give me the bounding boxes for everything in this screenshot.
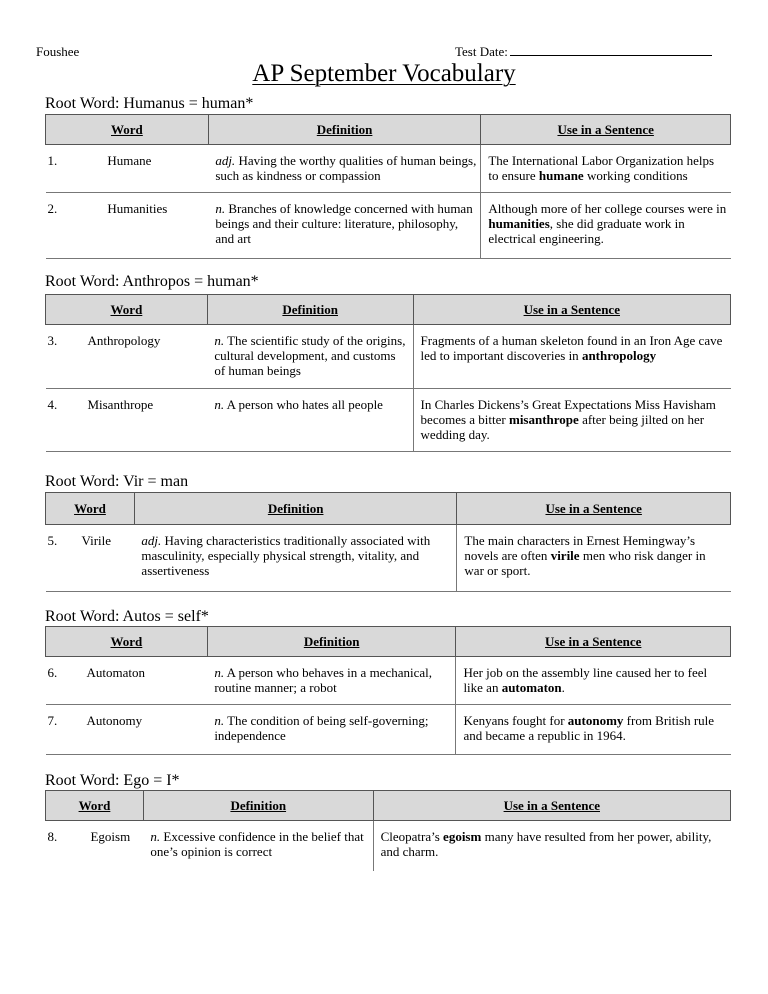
- part-of-speech: n.: [214, 333, 225, 348]
- column-header-sentence: Use in a Sentence: [456, 627, 731, 657]
- column-header-word: Word: [46, 627, 208, 657]
- test-date-field: [455, 44, 712, 60]
- column-header-sentence: Use in a Sentence: [481, 115, 731, 145]
- column-header-sentence: Use in a Sentence: [413, 295, 730, 325]
- sentence-text: many have resulted from her power, ability, and charm.: [380, 829, 712, 859]
- vocab-table: [45, 492, 731, 592]
- definition-cell: [143, 821, 373, 871]
- definition-text: Branches of knowledge concerned with human beings and their culture: literature, philosophy, and art: [215, 201, 473, 246]
- definition-text: Having characteristics traditionally associated with masculinity, especially physical strength, vitality, and assertiveness: [141, 533, 431, 578]
- test-date-blank: [510, 44, 712, 56]
- vocab-word: Virile: [74, 525, 134, 592]
- sentence-cell: [413, 325, 730, 389]
- entry-number: 1.: [47, 153, 58, 168]
- vocab-word: Egoism: [90, 829, 131, 844]
- sentence-text: Kenyans fought for: [463, 713, 568, 728]
- vocab-word: Autonomy: [79, 705, 207, 755]
- table-header-row: [46, 627, 731, 657]
- entry-number: 8.: [47, 829, 58, 844]
- page-title: AP September Vocabulary: [252, 60, 516, 87]
- sentence-cell: [457, 525, 731, 592]
- column-header-word: Word: [46, 115, 209, 145]
- table-row: [46, 193, 731, 259]
- sentence-cell: [481, 145, 731, 193]
- definition-cell: [207, 389, 413, 452]
- definition-cell: [208, 145, 481, 193]
- table-row: [46, 389, 731, 452]
- sentence-text: The International Labor Organization helps to ensure: [488, 153, 715, 183]
- sentence-keyword: misanthrope: [508, 412, 579, 427]
- part-of-speech: n.: [150, 829, 161, 844]
- part-of-speech: adj.: [215, 153, 236, 168]
- part-of-speech: n.: [214, 397, 225, 412]
- table-row: [46, 821, 731, 871]
- column-header-definition: Definition: [143, 791, 373, 821]
- vocab-table: [45, 790, 731, 871]
- column-header-definition: Definition: [207, 295, 413, 325]
- table-header-row: [46, 295, 731, 325]
- column-header-word: Word: [46, 295, 208, 325]
- vocab-table: [45, 114, 731, 259]
- column-header-definition: Definition: [208, 115, 481, 145]
- sentence-keyword: automaton: [501, 680, 562, 695]
- sentence-text: Cleopatra’s: [380, 829, 444, 844]
- definition-cell: [134, 525, 456, 592]
- sentence-cell: [413, 389, 730, 452]
- entry-number: 6.: [47, 665, 58, 680]
- sentence-text: , she did graduate work in electrical engineering.: [488, 216, 685, 246]
- vocab-word: Humanities: [100, 193, 208, 259]
- vocab-word: Anthropology: [87, 333, 161, 348]
- vocab-word: Misanthrope: [80, 389, 207, 452]
- table-row: [46, 325, 731, 389]
- part-of-speech: adj.: [141, 533, 162, 548]
- table-row: [46, 145, 731, 193]
- vocab-word: Humane: [107, 153, 152, 168]
- definition-text: The scientific study of the origins, cultural development, and customs of human beings: [214, 333, 406, 378]
- root-heading: Root Word: Humanus = human*: [45, 95, 254, 112]
- sentence-cell: [456, 657, 731, 705]
- table-header-row: [46, 791, 731, 821]
- root-heading: Root Word: Ego = I*: [45, 772, 180, 789]
- definition-cell: [207, 657, 456, 705]
- definition-text: Excessive confidence in the belief that one’s opinion is correct: [150, 829, 364, 859]
- column-header-sentence: Use in a Sentence: [373, 791, 730, 821]
- vocab-table: [45, 626, 731, 755]
- sentence-cell: [481, 193, 731, 259]
- sentence-text: Her job on the assembly line caused her to feel like an: [463, 665, 708, 695]
- sentence-text: working conditions: [583, 168, 688, 183]
- sentence-text: men who risk danger in war or sport.: [464, 548, 706, 578]
- definition-text: The condition of being self-governing; independence: [214, 713, 429, 743]
- definition-cell: [207, 705, 456, 755]
- sentence-text: from British rule and became a republic in 1964.: [463, 713, 715, 743]
- entry-number: 3.: [47, 333, 58, 348]
- part-of-speech: n.: [214, 665, 225, 680]
- table-row: [46, 657, 731, 705]
- entry-number: 4.: [46, 389, 81, 452]
- entry-number: 5.: [46, 525, 75, 592]
- root-heading: Root Word: Autos = self*: [45, 608, 209, 625]
- root-heading: Root Word: Anthropos = human*: [45, 273, 259, 290]
- entry-number: 2.: [46, 193, 101, 259]
- sentence-keyword: anthropology: [581, 348, 657, 363]
- sentence-text: .: [561, 680, 565, 695]
- sentence-keyword: egoism: [443, 829, 482, 844]
- definition-text: A person who hates all people: [224, 397, 383, 412]
- root-heading: Root Word: Vir = man: [45, 473, 189, 490]
- column-header-word: Word: [46, 493, 135, 525]
- sentence-text: after being jilted on her wedding day.: [420, 412, 705, 442]
- sentence-cell: [456, 705, 731, 755]
- table-header-row: [46, 115, 731, 145]
- teacher-name: Foushee: [36, 44, 80, 59]
- column-header-sentence: Use in a Sentence: [457, 493, 731, 525]
- table-header-row: [46, 493, 731, 525]
- sentence-keyword: virile: [550, 548, 580, 563]
- definition-text: Having the worthy qualities of human beings, such as kindness or compassion: [215, 153, 477, 183]
- definition-cell: [207, 325, 413, 389]
- column-header-definition: Definition: [207, 627, 456, 657]
- table-row: [46, 705, 731, 755]
- column-header-definition: Definition: [134, 493, 456, 525]
- part-of-speech: n.: [214, 713, 225, 728]
- sentence-text: In Charles Dickens’s Great Expectations Miss Havisham becomes a bitter: [420, 397, 716, 427]
- sentence-text: Although more of her college courses were in: [488, 201, 727, 216]
- definition-cell: [208, 193, 481, 259]
- sentence-keyword: humanities: [488, 216, 550, 231]
- part-of-speech: n.: [215, 201, 226, 216]
- table-row: [46, 525, 731, 592]
- vocab-table: [45, 294, 731, 452]
- sentence-text: Fragments of a human skeleton found in an Iron Age cave led to important discoveries in: [420, 333, 723, 363]
- sentence-cell: [373, 821, 730, 871]
- definition-text: A person who behaves in a mechanical, routine manner; a robot: [214, 665, 432, 695]
- test-date-label: Test Date:: [455, 44, 508, 59]
- vocab-word: Automaton: [86, 665, 145, 680]
- sentence-keyword: humane: [538, 168, 584, 183]
- entry-number: 7.: [46, 705, 80, 755]
- sentence-text: The main characters in Ernest Hemingway’s novels are often: [464, 533, 696, 563]
- column-header-word: Word: [46, 791, 144, 821]
- sentence-keyword: autonomy: [567, 713, 624, 728]
